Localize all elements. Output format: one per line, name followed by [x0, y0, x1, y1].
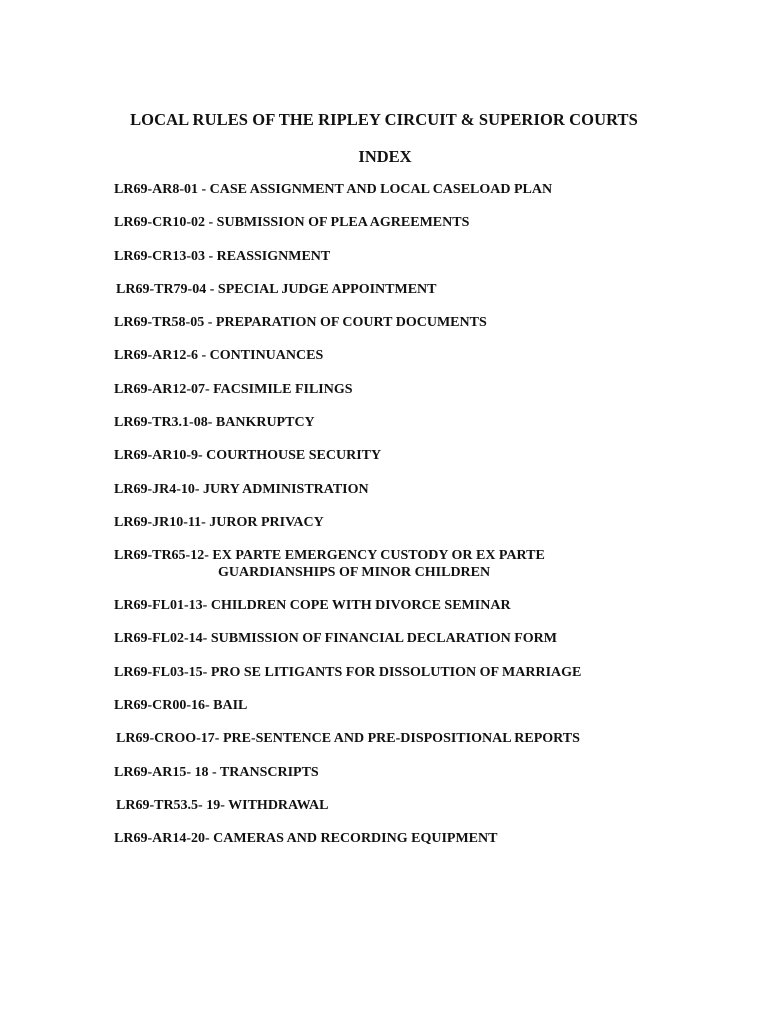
- rule-title-continuation: GUARDIANSHIPS OF MINOR CHILDREN: [218, 564, 491, 580]
- rule-title: BAIL: [213, 697, 248, 713]
- index-entry: [114, 765, 734, 782]
- rule-title: 18 - TRANSCRIPTS: [194, 764, 319, 780]
- rule-separator: -: [204, 315, 216, 331]
- rule-code: LR69-CR00-16-: [114, 697, 210, 713]
- index-entry: [114, 415, 734, 432]
- rule-title: JURY ADMINISTRATION: [203, 481, 369, 497]
- rule-code: LR69-AR15-: [114, 764, 191, 780]
- rule-title: PREPARATION OF COURT DOCUMENTS: [215, 315, 487, 331]
- rule-separator: -: [206, 281, 218, 297]
- index-entry: [114, 382, 734, 399]
- rule-code: LR69-CROO-17-: [116, 731, 220, 747]
- index-entry: [114, 631, 734, 648]
- rule-code: LR69-TR65-12-: [114, 548, 209, 564]
- rule-code: LR69-AR14-20-: [114, 831, 210, 847]
- rule-code: LR69-CR10-02: [114, 215, 205, 231]
- index-entry: [114, 515, 734, 532]
- rule-code: LR69-TR58-05: [114, 315, 205, 331]
- rule-code: LR69-AR12-6: [114, 348, 198, 364]
- rule-title: SUBMISSION OF PLEA AGREEMENTS: [216, 215, 470, 231]
- index-entry: [114, 482, 734, 499]
- rule-title: CHILDREN COPE WITH DIVORCE SEMINAR: [210, 598, 511, 614]
- rule-title: PRO SE LITIGANTS FOR DISSOLUTION OF MARRIAGE: [210, 664, 582, 680]
- rule-code: LR69-JR4-10-: [114, 481, 200, 497]
- rule-code: LR69-JR10-11-: [114, 514, 206, 530]
- rule-separator: -: [205, 248, 217, 264]
- rule-title: CAMERAS AND RECORDING EQUIPMENT: [213, 831, 498, 847]
- rule-title: 19- WITHDRAWAL: [206, 797, 329, 813]
- index-entry: [114, 698, 734, 715]
- index-entry: [114, 182, 734, 199]
- rule-title: COURTHOUSE SECURITY: [206, 448, 382, 464]
- rule-code: LR69-FL03-15-: [114, 664, 208, 680]
- index-entry: [114, 215, 734, 232]
- rule-code: LR69-AR12-07-: [114, 381, 210, 397]
- rule-code: LR69-AR10-9-: [114, 448, 203, 464]
- rule-code: LR69-AR8-01: [114, 182, 198, 197]
- rule-title: JUROR PRIVACY: [209, 514, 324, 530]
- rule-code: LR69-TR79-04: [116, 281, 207, 297]
- rule-title: PRE-SENTENCE AND PRE-DISPOSITIONAL REPORTS: [222, 731, 580, 747]
- index-entry: [114, 448, 734, 465]
- index-entry: [114, 249, 734, 266]
- index-entry: [114, 348, 734, 365]
- rule-code: LR69-TR53.5-: [116, 797, 203, 813]
- rule-separator: -: [198, 348, 210, 364]
- rule-code: LR69-TR3.1-08-: [114, 415, 213, 431]
- index-entry: [114, 665, 734, 682]
- rule-separator: -: [205, 215, 217, 231]
- rule-title: BANKRUPTCY: [215, 415, 315, 431]
- rule-title: FACSIMILE FILINGS: [213, 381, 353, 397]
- rule-title: CONTINUANCES: [209, 348, 324, 364]
- index-heading: INDEX: [358, 147, 412, 166]
- index-entry: [114, 598, 734, 615]
- rule-title: SPECIAL JUDGE APPOINTMENT: [217, 281, 437, 297]
- index-entry: [114, 731, 734, 748]
- index-entry: [114, 831, 734, 848]
- rule-separator: -: [198, 182, 210, 197]
- rule-code: LR69-FL02-14-: [114, 631, 208, 647]
- document-title: LOCAL RULES OF THE RIPLEY CIRCUIT & SUPERIOR COURTS: [130, 110, 638, 129]
- rule-code: LR69-CR13-03: [114, 248, 205, 264]
- index-entry: [114, 315, 734, 332]
- rule-title: SUBMISSION OF FINANCIAL DECLARATION FORM: [210, 631, 557, 647]
- rule-title: CASE ASSIGNMENT AND LOCAL CASELOAD PLAN: [209, 182, 553, 197]
- rule-code: LR69-FL01-13-: [114, 598, 208, 614]
- index-entry: [114, 548, 734, 581]
- rule-title: REASSIGNMENT: [216, 248, 331, 264]
- rule-title: EX PARTE EMERGENCY CUSTODY OR EX PARTE: [212, 548, 545, 564]
- index-entry: [114, 282, 734, 299]
- rules-index-list: [114, 182, 734, 864]
- index-entry: [114, 798, 734, 815]
